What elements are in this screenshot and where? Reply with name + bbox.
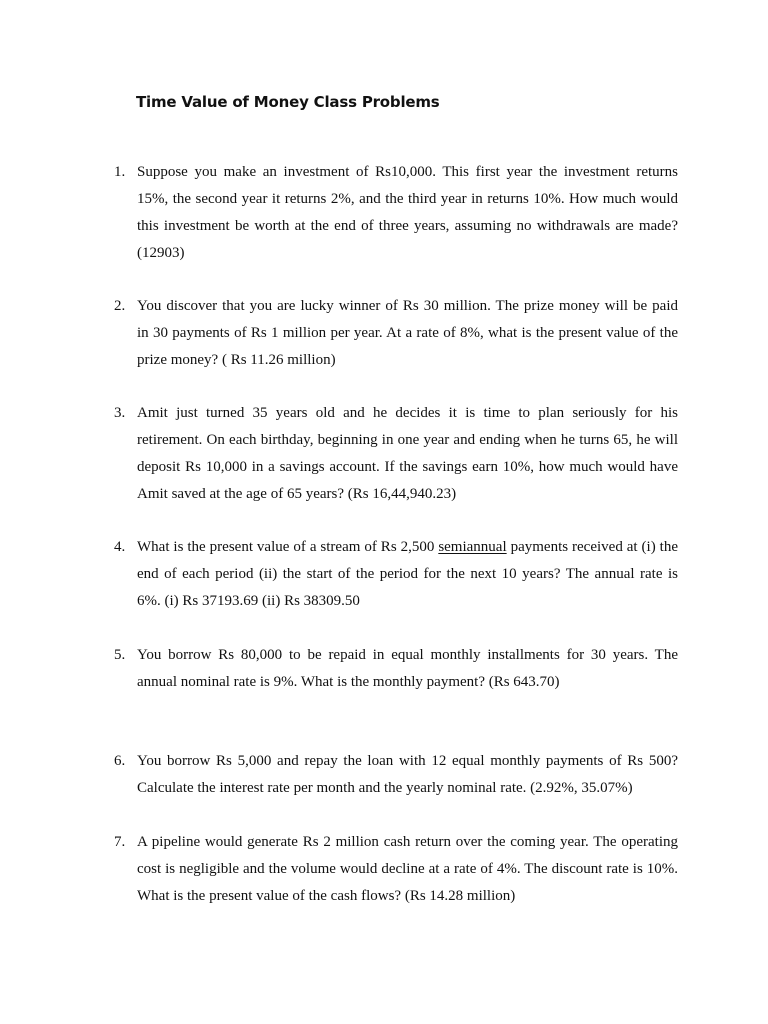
problem-line: Amit saved at the age of 65 years? (Rs 16,44,940.23)	[137, 486, 457, 502]
problem-line: annual nominal rate is 9%. What is the monthly payment? (Rs 643.70)	[137, 674, 560, 690]
problem-number: 4.	[114, 539, 126, 555]
problem-number: 1.	[114, 164, 126, 180]
problem-text	[137, 829, 678, 910]
problem-number: 2.	[114, 298, 126, 314]
problem-line-segment: payments received at (i) the	[506, 539, 678, 555]
problem-line: end of each period (ii) the start of the period for the next 10 years? The annual rate is	[137, 566, 678, 582]
problem-line: retirement. On each birthday, beginning in one year and ending when he turns 65, he will	[137, 432, 678, 448]
problem-text	[137, 534, 678, 615]
problem-line-segment: What is the present value of a stream of Rs 2,500	[137, 539, 439, 555]
problem-line: 15%, the second year it returns 2%, and the third year in returns 10%. How much would	[137, 191, 678, 207]
problem-line: prize money? ( Rs 11.26 million)	[137, 352, 336, 368]
problem-number: 6.	[114, 753, 126, 769]
problem-line: A pipeline would generate Rs 2 million cash return over the coming year. The operating	[137, 834, 678, 850]
problem-line: Calculate the interest rate per month and the yearly nominal rate. (2.92%, 35.07%)	[137, 780, 633, 796]
problem-line: You borrow Rs 80,000 to be repaid in equal monthly installments for 30 years. The	[137, 647, 678, 663]
problem-line: You borrow Rs 5,000 and repay the loan with 12 equal monthly payments of Rs 500?	[137, 753, 678, 769]
underlined-term: semiannual	[438, 539, 507, 555]
problem-text	[137, 400, 678, 508]
problem-number: 5.	[114, 647, 126, 663]
problem-line: in 30 payments of Rs 1 million per year. At a rate of 8%, what is the present value of the	[137, 325, 678, 341]
document-title: Time Value of Money Class Problems	[136, 93, 440, 111]
problem-text	[137, 159, 678, 267]
problem-text	[137, 293, 678, 374]
problem-line: What is the present value of the cash flows? (Rs 14.28 million)	[137, 888, 516, 904]
problem-number: 7.	[114, 834, 126, 850]
problem-line: cost is negligible and the volume would decline at a rate of 4%. The discount rate is 10%.	[137, 861, 678, 877]
problem-line: (12903)	[137, 245, 185, 261]
problem-text	[137, 748, 678, 802]
problem-line: Suppose you make an investment of Rs10,000. This first year the investment returns	[137, 164, 678, 180]
problem-text	[137, 642, 678, 696]
problem-line	[137, 534, 678, 561]
problem-line: deposit Rs 10,000 in a savings account. If the savings earn 10%, how much would have	[137, 459, 678, 475]
problem-line: You discover that you are lucky winner of Rs 30 million. The prize money will be paid	[137, 298, 678, 314]
problem-number: 3.	[114, 405, 126, 421]
problem-line: 6%. (i) Rs 37193.69 (ii) Rs 38309.50	[137, 593, 360, 609]
problem-line: this investment be worth at the end of three years, assuming no withdrawals are made?	[137, 218, 678, 234]
problem-line: Amit just turned 35 years old and he decides it is time to plan seriously for his	[137, 405, 678, 421]
